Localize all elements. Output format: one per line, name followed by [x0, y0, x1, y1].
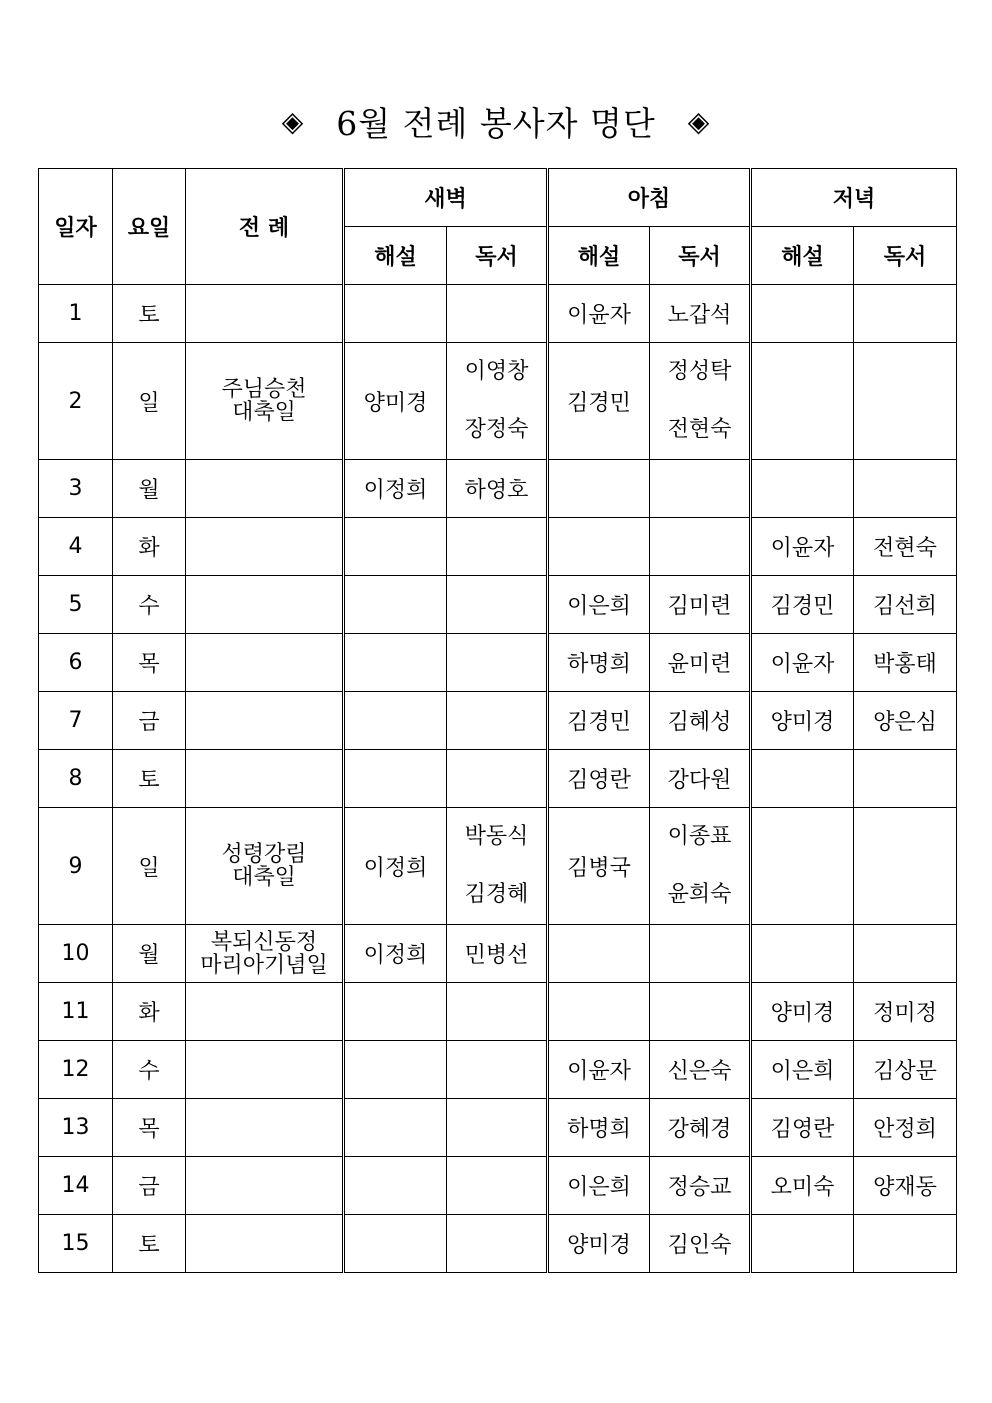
header-morning-reading: 독서	[650, 227, 751, 285]
morning-commentary-cell	[548, 925, 650, 983]
header-weekday: 요일	[113, 169, 186, 285]
dawn-commentary-cell: 이정희	[344, 925, 447, 983]
dawn-reading-cell-line: 이영창	[464, 359, 529, 384]
dawn-commentary-cell	[344, 750, 447, 808]
table-row	[39, 750, 957, 808]
evening-commentary-cell: 김영란	[751, 1099, 854, 1157]
liturgy-cell	[186, 343, 344, 460]
weekday-cell: 토	[113, 1215, 186, 1273]
header-day: 일자	[39, 169, 113, 285]
evening-commentary-cell	[751, 460, 854, 518]
evening-reading-cell	[854, 808, 957, 925]
dawn-reading-cell-line: 박동식	[464, 824, 529, 849]
table-row	[39, 925, 957, 983]
morning-reading-cell-line: 이종표	[667, 824, 732, 849]
evening-commentary-cell: 이은희	[751, 1041, 854, 1099]
morning-reading-cell	[650, 1157, 751, 1215]
weekday-cell: 월	[113, 925, 186, 983]
liturgy-cell	[186, 518, 344, 576]
table-row	[39, 285, 957, 343]
evening-reading-cell	[854, 750, 957, 808]
evening-reading-cell: 전현숙	[854, 518, 957, 576]
morning-reading-cell-line: 김혜성	[667, 710, 732, 735]
title-text: 6월 전례 봉사자 명단	[336, 103, 656, 143]
weekday-cell: 수	[113, 1041, 186, 1099]
liturgy-cell	[186, 576, 344, 634]
header-liturgy: 전 례	[186, 169, 344, 285]
dawn-commentary-cell	[344, 692, 447, 750]
day-cell: 9	[39, 808, 113, 925]
page-title	[0, 96, 992, 146]
table-row	[39, 983, 957, 1041]
dawn-commentary-cell	[344, 576, 447, 634]
weekday-cell: 월	[113, 460, 186, 518]
day-cell: 15	[39, 1215, 113, 1273]
dawn-reading-cell-line: 김경혜	[464, 882, 529, 907]
table-row	[39, 1157, 957, 1215]
evening-reading-cell: 김선희	[854, 576, 957, 634]
morning-commentary-cell: 하명희	[548, 1099, 650, 1157]
header-morning-commentary: 해설	[548, 227, 650, 285]
liturgy-cell	[186, 1157, 344, 1215]
dawn-commentary-cell	[344, 634, 447, 692]
dawn-reading-cell-line: 민병선	[464, 943, 529, 968]
table-row	[39, 1099, 957, 1157]
dawn-commentary-cell	[344, 1157, 447, 1215]
morning-reading-cell-line: 전현숙	[667, 417, 732, 442]
header-dawn: 새벽	[344, 169, 548, 227]
roster-table	[38, 168, 957, 1273]
liturgy-line: 대축일	[232, 400, 296, 425]
morning-commentary-cell	[548, 983, 650, 1041]
morning-commentary-cell: 양미경	[548, 1215, 650, 1273]
liturgy-cell	[186, 634, 344, 692]
evening-commentary-cell: 오미숙	[751, 1157, 854, 1215]
morning-reading-cell	[650, 460, 751, 518]
diamond-icon: ◈	[281, 104, 305, 138]
morning-commentary-cell	[548, 460, 650, 518]
header-dawn-commentary: 해설	[344, 227, 447, 285]
day-cell: 1	[39, 285, 113, 343]
roster-body	[39, 285, 957, 1273]
evening-reading-cell: 정미정	[854, 983, 957, 1041]
day-cell: 3	[39, 460, 113, 518]
morning-commentary-cell: 김경민	[548, 692, 650, 750]
morning-reading-cell-line: 김인숙	[667, 1233, 732, 1258]
evening-commentary-cell: 양미경	[751, 983, 854, 1041]
morning-reading-cell-line: 윤미련	[667, 652, 732, 677]
weekday-cell: 일	[113, 808, 186, 925]
morning-reading-cell-line: 강다원	[667, 768, 732, 793]
morning-reading-cell	[650, 1215, 751, 1273]
day-cell: 6	[39, 634, 113, 692]
dawn-commentary-cell: 이정희	[344, 808, 447, 925]
evening-reading-cell	[854, 343, 957, 460]
liturgy-cell	[186, 460, 344, 518]
liturgy-line: 대축일	[232, 865, 296, 890]
weekday-cell: 화	[113, 518, 186, 576]
liturgy-cell	[186, 692, 344, 750]
evening-commentary-cell	[751, 285, 854, 343]
header-morning: 아침	[548, 169, 751, 227]
liturgy-line: 성령강림	[221, 842, 307, 867]
morning-reading-cell-line: 김미련	[667, 594, 732, 619]
liturgy-cell	[186, 1041, 344, 1099]
weekday-cell: 토	[113, 750, 186, 808]
dawn-reading-cell	[447, 576, 548, 634]
evening-commentary-cell: 양미경	[751, 692, 854, 750]
weekday-cell: 수	[113, 576, 186, 634]
morning-reading-cell	[650, 925, 751, 983]
evening-commentary-cell	[751, 750, 854, 808]
morning-commentary-cell: 이윤자	[548, 285, 650, 343]
dawn-reading-cell-line: 장정숙	[464, 417, 529, 442]
dawn-commentary-cell: 양미경	[344, 343, 447, 460]
dawn-reading-cell	[447, 343, 548, 460]
day-cell: 7	[39, 692, 113, 750]
day-cell: 8	[39, 750, 113, 808]
table-row	[39, 1215, 957, 1273]
morning-commentary-cell: 김경민	[548, 343, 650, 460]
morning-commentary-cell	[548, 518, 650, 576]
liturgy-cell	[186, 1099, 344, 1157]
dawn-reading-cell	[447, 983, 548, 1041]
day-cell: 5	[39, 576, 113, 634]
header-dawn-reading: 독서	[447, 227, 548, 285]
morning-reading-cell	[650, 1099, 751, 1157]
morning-reading-cell	[650, 808, 751, 925]
morning-reading-cell	[650, 343, 751, 460]
morning-reading-cell	[650, 285, 751, 343]
morning-reading-cell-line: 윤희숙	[667, 882, 732, 907]
morning-commentary-cell: 김병국	[548, 808, 650, 925]
morning-reading-cell-line: 노갑석	[667, 303, 732, 328]
morning-reading-cell	[650, 692, 751, 750]
morning-commentary-cell: 이윤자	[548, 1041, 650, 1099]
morning-reading-cell	[650, 983, 751, 1041]
dawn-reading-cell	[447, 925, 548, 983]
evening-reading-cell: 김상문	[854, 1041, 957, 1099]
morning-reading-cell	[650, 634, 751, 692]
dawn-reading-cell-line: 하영호	[464, 478, 529, 503]
morning-commentary-cell: 이은희	[548, 576, 650, 634]
weekday-cell: 화	[113, 983, 186, 1041]
day-cell: 4	[39, 518, 113, 576]
evening-commentary-cell	[751, 343, 854, 460]
dawn-commentary-cell	[344, 285, 447, 343]
dawn-reading-cell	[447, 692, 548, 750]
table-row	[39, 1041, 957, 1099]
table-row	[39, 808, 957, 925]
table-row	[39, 692, 957, 750]
morning-reading-cell-line: 신은숙	[667, 1059, 732, 1084]
dawn-commentary-cell	[344, 1215, 447, 1273]
morning-reading-cell	[650, 576, 751, 634]
liturgy-cell	[186, 1215, 344, 1273]
dawn-reading-cell	[447, 285, 548, 343]
dawn-commentary-cell: 이정희	[344, 460, 447, 518]
table-row	[39, 634, 957, 692]
morning-commentary-cell: 김영란	[548, 750, 650, 808]
liturgy-cell	[186, 285, 344, 343]
dawn-reading-cell	[447, 1157, 548, 1215]
dawn-reading-cell	[447, 750, 548, 808]
morning-commentary-cell: 하명희	[548, 634, 650, 692]
morning-commentary-cell: 이은희	[548, 1157, 650, 1215]
day-cell: 14	[39, 1157, 113, 1215]
weekday-cell: 금	[113, 692, 186, 750]
evening-reading-cell: 안정희	[854, 1099, 957, 1157]
evening-reading-cell	[854, 1215, 957, 1273]
morning-reading-cell-line: 정성탁	[667, 359, 732, 384]
evening-reading-cell: 박홍태	[854, 634, 957, 692]
dawn-commentary-cell	[344, 518, 447, 576]
dawn-reading-cell	[447, 518, 548, 576]
liturgy-cell	[186, 983, 344, 1041]
weekday-cell: 목	[113, 1099, 186, 1157]
diamond-icon: ◈	[687, 104, 711, 138]
day-cell: 2	[39, 343, 113, 460]
morning-reading-cell	[650, 1041, 751, 1099]
weekday-cell: 금	[113, 1157, 186, 1215]
day-cell: 10	[39, 925, 113, 983]
dawn-reading-cell	[447, 1099, 548, 1157]
liturgy-cell	[186, 808, 344, 925]
evening-commentary-cell	[751, 808, 854, 925]
morning-reading-cell	[650, 518, 751, 576]
morning-reading-cell-line: 강혜경	[667, 1117, 732, 1142]
evening-reading-cell: 양은심	[854, 692, 957, 750]
day-cell: 11	[39, 983, 113, 1041]
evening-commentary-cell: 김경민	[751, 576, 854, 634]
header-evening-commentary: 해설	[751, 227, 854, 285]
table-row	[39, 343, 957, 460]
table-row	[39, 460, 957, 518]
evening-reading-cell	[854, 285, 957, 343]
table-row	[39, 576, 957, 634]
dawn-reading-cell	[447, 460, 548, 518]
weekday-cell: 토	[113, 285, 186, 343]
evening-commentary-cell	[751, 925, 854, 983]
evening-reading-cell	[854, 460, 957, 518]
liturgy-line: 마리아기념일	[200, 952, 328, 978]
dawn-commentary-cell	[344, 1041, 447, 1099]
morning-reading-cell	[650, 750, 751, 808]
header-evening: 저녁	[751, 169, 957, 227]
liturgy-line: 복되신동정	[210, 929, 318, 955]
weekday-cell: 목	[113, 634, 186, 692]
dawn-reading-cell	[447, 1215, 548, 1273]
header-evening-reading: 독서	[854, 227, 957, 285]
day-cell: 13	[39, 1099, 113, 1157]
dawn-reading-cell	[447, 808, 548, 925]
table-row	[39, 518, 957, 576]
dawn-commentary-cell	[344, 1099, 447, 1157]
liturgy-cell	[186, 750, 344, 808]
evening-reading-cell	[854, 925, 957, 983]
evening-reading-cell: 양재동	[854, 1157, 957, 1215]
day-cell: 12	[39, 1041, 113, 1099]
liturgy-line: 주님승천	[221, 377, 307, 402]
evening-commentary-cell	[751, 1215, 854, 1273]
evening-commentary-cell: 이윤자	[751, 634, 854, 692]
morning-reading-cell-line: 정승교	[667, 1175, 732, 1200]
dawn-reading-cell	[447, 634, 548, 692]
liturgy-cell	[186, 925, 344, 983]
weekday-cell: 일	[113, 343, 186, 460]
evening-commentary-cell: 이윤자	[751, 518, 854, 576]
dawn-reading-cell	[447, 1041, 548, 1099]
dawn-commentary-cell	[344, 983, 447, 1041]
